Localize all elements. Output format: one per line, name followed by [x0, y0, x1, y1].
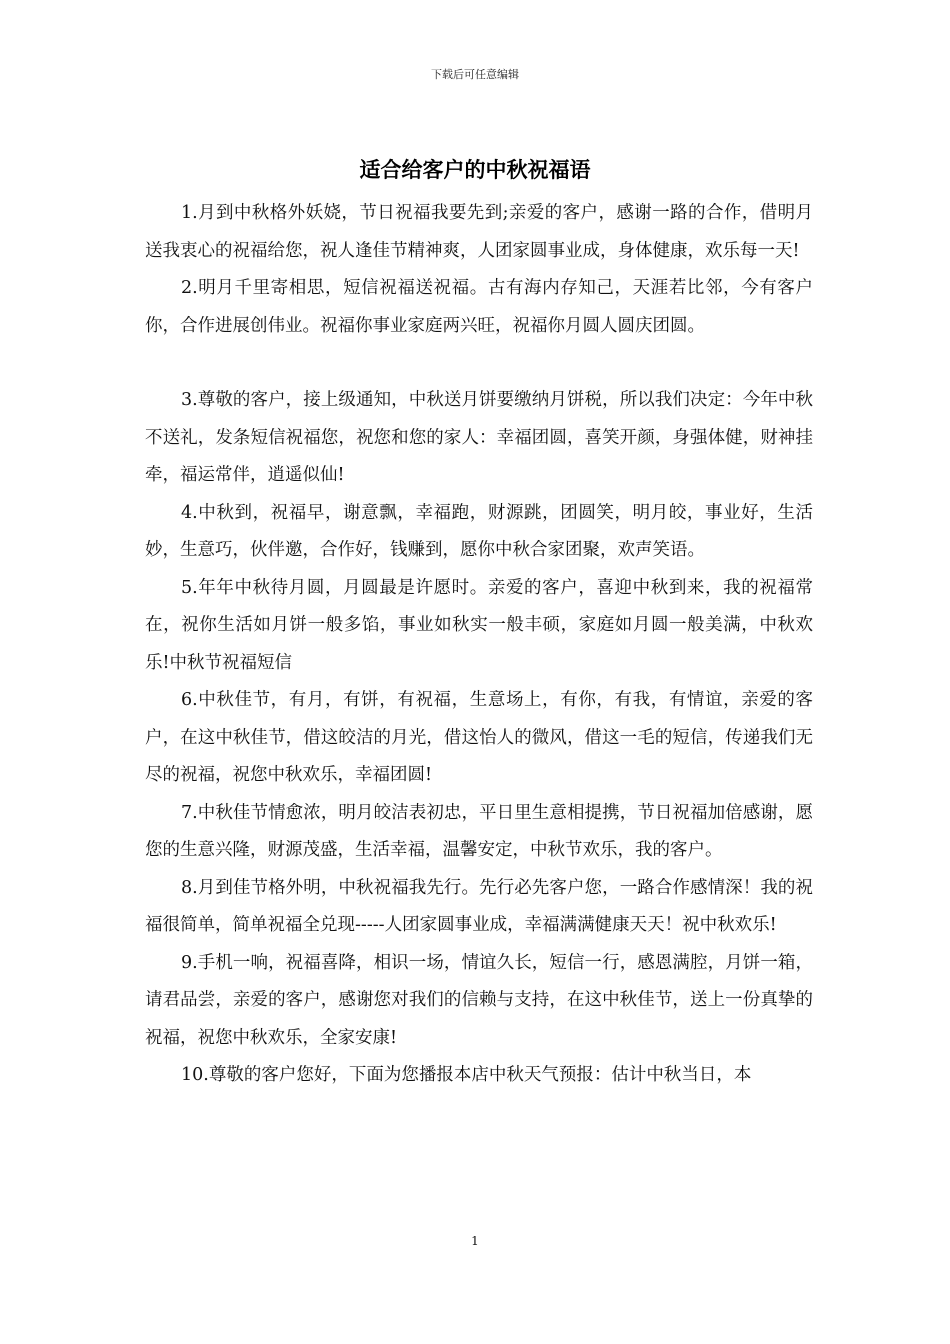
document-body: [145, 195, 813, 1095]
page-number: 1: [471, 1234, 479, 1248]
paragraph-7: 7.中秋佳节情愈浓，明月皎洁表初忠，平日里生意相提携，节日祝福加倍感谢，愿您的生意兴隆，财源茂盛，生活幸福，温馨安定，中秋节欢乐，我的客户。: [145, 802, 813, 860]
paragraph-10: 10.尊敬的客户您好，下面为您播报本店中秋天气预报：估计中秋当日，本: [181, 1065, 752, 1085]
paragraph-2: 2.明月千里寄相思，短信祝福送祝福。古有海内存知己，天涯若比邻，今有客户你，合作进展创伟业。祝福你事业家庭两兴旺，祝福你月圆人圆庆团圆。: [145, 278, 813, 336]
paragraph-9: 9.手机一响，祝福喜降，相识一场，情谊久长，短信一行，感恩满腔，月饼一箱，请君品尝，亲爱的客户，感谢您对我们的信赖与支持，在这中秋佳节，送上一份真挚的祝福，祝您中秋欢乐，全家安康!: [145, 952, 813, 1048]
paragraph-8: 8.月到佳节格外明，中秋祝福我先行。先行必先客户您，一路合作感情深！我的祝福很简单，简单祝福全兑现-----人团家圆事业成，幸福满满健康天天！祝中秋欢乐!: [145, 877, 813, 935]
paragraph-1: 1.月到中秋格外妖娆，节日祝福我要先到;亲爱的客户，感谢一路的合作，借明月送我衷心的祝福给您，祝人逢佳节精神爽，人团家圆事业成，身体健康，欢乐每一天!: [145, 203, 813, 261]
paragraph-5: 5.年年中秋待月圆，月圆最是许愿时。亲爱的客户，喜迎中秋到来，我的祝福常在，祝你生活如月饼一般多馅，事业如秋实一般丰硕，家庭如月圆一般美满，中秋欢乐!中秋节祝福短信: [145, 577, 813, 673]
paragraph-4: 4.中秋到，祝福早，谢意飘，幸福跑，财源跳，团圆笑，明月皎，事业好，生活妙，生意巧，伙伴邀，合作好，钱赚到，愿你中秋合家团聚，欢声笑语。: [145, 502, 813, 560]
header-note: 下载后可任意编辑: [431, 68, 519, 81]
paragraph-3: 3.尊敬的客户，接上级通知，中秋送月饼要缴纳月饼税，所以我们决定：今年中秋不送礼，发条短信祝福您，祝您和您的家人：幸福团圆，喜笑开颜，身强体健，财神挂牵，福运常伴，逍遥似仙!: [145, 390, 813, 485]
paragraph-6: 6.中秋佳节，有月，有饼，有祝福，生意场上，有你，有我，有情谊，亲爱的客户，在这中秋佳节，借这皎洁的月光，借这怡人的微风，借这一毛的短信，传递我们无尽的祝福，祝您中秋欢乐，幸福团圆!: [145, 690, 813, 785]
document-title: 适合给客户的中秋祝福语: [359, 158, 591, 182]
